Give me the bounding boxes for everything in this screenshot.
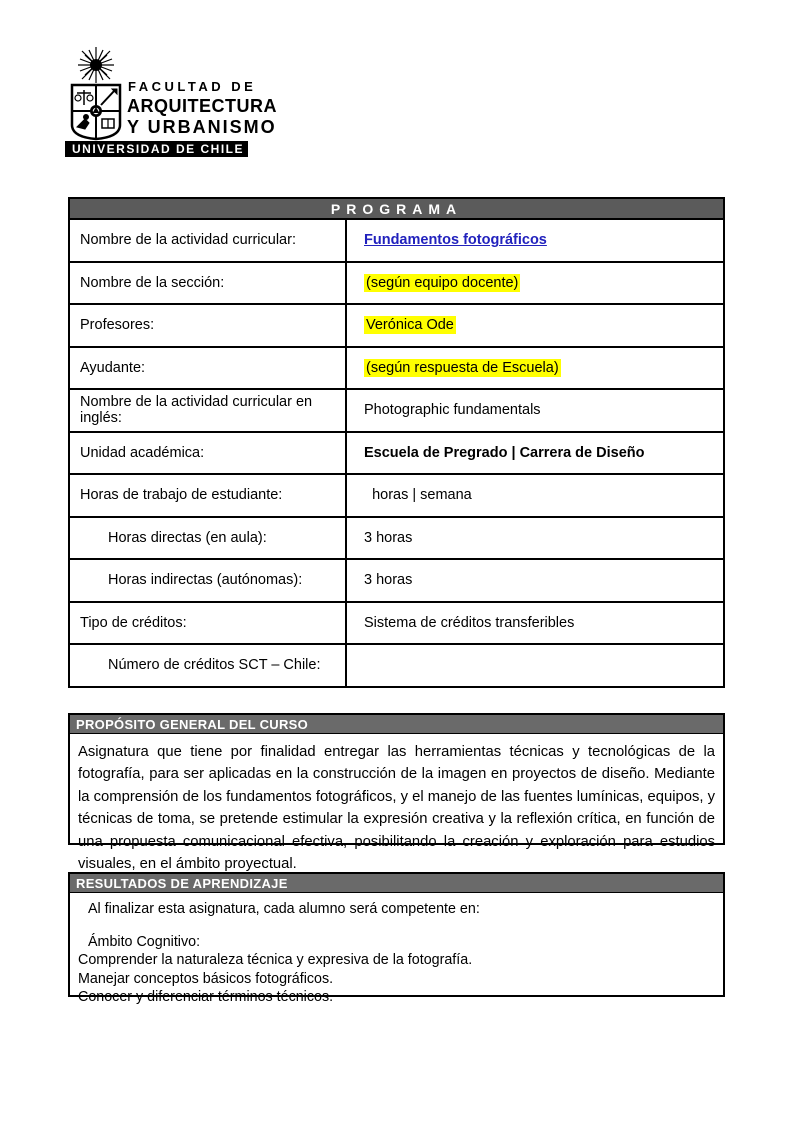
resultados-spacer xyxy=(78,919,715,933)
section-proposito-title: PROPÓSITO GENERAL DEL CURSO xyxy=(70,715,723,734)
table-row xyxy=(70,516,723,559)
row-label-ayudante: Ayudante: xyxy=(70,348,347,389)
row-label-seccion: Nombre de la sección: xyxy=(70,263,347,304)
resultados-line: Al finalizar esta asignatura, cada alumno será competente en: xyxy=(88,901,480,917)
row-label-horas-indirectas: Horas indirectas (autónomas): xyxy=(70,560,347,601)
row-label-numero-creditos: Número de créditos SCT – Chile: xyxy=(70,645,347,686)
row-value-actividad-curricular xyxy=(347,220,723,261)
row-label-horas-directas: Horas directas (en aula): xyxy=(70,518,347,559)
row-label-profesores: Profesores: xyxy=(70,305,347,346)
row-value-profesores xyxy=(347,305,723,346)
table-row xyxy=(70,473,723,516)
section-resultados-body xyxy=(70,893,723,1013)
proposito-paragraph: Asignatura que tiene por finalidad entregar las herramientas técnicas y tecnológicas de la fotografía, para ser aplicadas en la construcción de la imagen en proyectos de diseño. Mediante la comprensión de los fundamentos fotográficos, y el manejo de las fuentes lumínicas, equipos, y técnicas de toma, se pretende estimular la expresión creativa y la reflexión crítica, en función de una propuesta comunicacional efectiva, posibilitando la creación y exploración para estudios visuales, en el ámbito proyectual. xyxy=(78,744,715,873)
university-crest-icon xyxy=(65,45,127,141)
row-value-seccion xyxy=(347,263,723,304)
section-proposito-body xyxy=(70,734,723,881)
row-value-horas-indirectas: 3 horas xyxy=(364,572,413,589)
table-row xyxy=(70,388,723,431)
faculty-name-line2: ARQUITECTURA xyxy=(127,96,277,116)
table-row xyxy=(70,558,723,601)
table-row xyxy=(70,601,723,644)
faculty-name-line1: FACULTAD DE xyxy=(128,79,257,94)
table-row xyxy=(70,303,723,346)
table-row xyxy=(70,261,723,304)
row-label-unidad-academica: Unidad académica: xyxy=(70,433,347,474)
row-label-nombre-ingles: Nombre de la actividad curricular en inglés: xyxy=(70,390,347,431)
section-proposito-general xyxy=(68,713,725,873)
table-row xyxy=(70,643,723,686)
highlighted-value: (según equipo docente) xyxy=(366,274,519,291)
row-label-horas-trabajo: Horas de trabajo de estudiante: xyxy=(70,475,347,516)
section-resultados-aprendizaje xyxy=(68,872,725,1006)
university-name-bar: UNIVERSIDAD DE CHILE xyxy=(65,141,248,157)
resultados-line: Comprender la naturaleza técnica y expresiva de la fotografía. xyxy=(78,952,473,969)
table-row xyxy=(70,218,723,261)
highlighted-value: Verónica Ode xyxy=(366,317,454,334)
program-table xyxy=(68,197,725,688)
row-value-horas-directas: 3 horas xyxy=(364,529,413,546)
course-name-link[interactable]: Fundamentos fotográficos xyxy=(364,232,547,249)
table-row xyxy=(70,431,723,474)
section-resultados-title: RESULTADOS DE APRENDIZAJE xyxy=(70,874,723,893)
university-logo xyxy=(65,45,277,160)
row-value-tipo-creditos: Sistema de créditos transferibles xyxy=(364,614,575,631)
resultados-line: Manejar conceptos básicos fotográficos. xyxy=(78,970,334,987)
table-row xyxy=(70,346,723,389)
row-value-nombre-ingles: Photographic fundamentals xyxy=(364,402,541,419)
program-table-title: PROGRAMA xyxy=(70,199,723,218)
row-label-actividad-curricular: Nombre de la actividad curricular: xyxy=(70,220,347,261)
resultados-line: Ámbito Cognitivo: xyxy=(88,933,201,950)
resultados-line: Conocer y diferenciar términos técnicos. xyxy=(78,989,334,1006)
faculty-name-line3: Y URBANISMO xyxy=(127,117,277,137)
row-value-unidad-academica: Escuela de Pregrado | Carrera de Diseño xyxy=(364,444,645,461)
row-value-horas-trabajo: horas | semana xyxy=(364,487,472,504)
highlighted-value: (según respuesta de Escuela) xyxy=(366,359,559,376)
row-value-ayudante xyxy=(347,348,723,389)
row-label-tipo-creditos: Tipo de créditos: xyxy=(70,603,347,644)
row-value-numero-creditos xyxy=(347,645,723,686)
